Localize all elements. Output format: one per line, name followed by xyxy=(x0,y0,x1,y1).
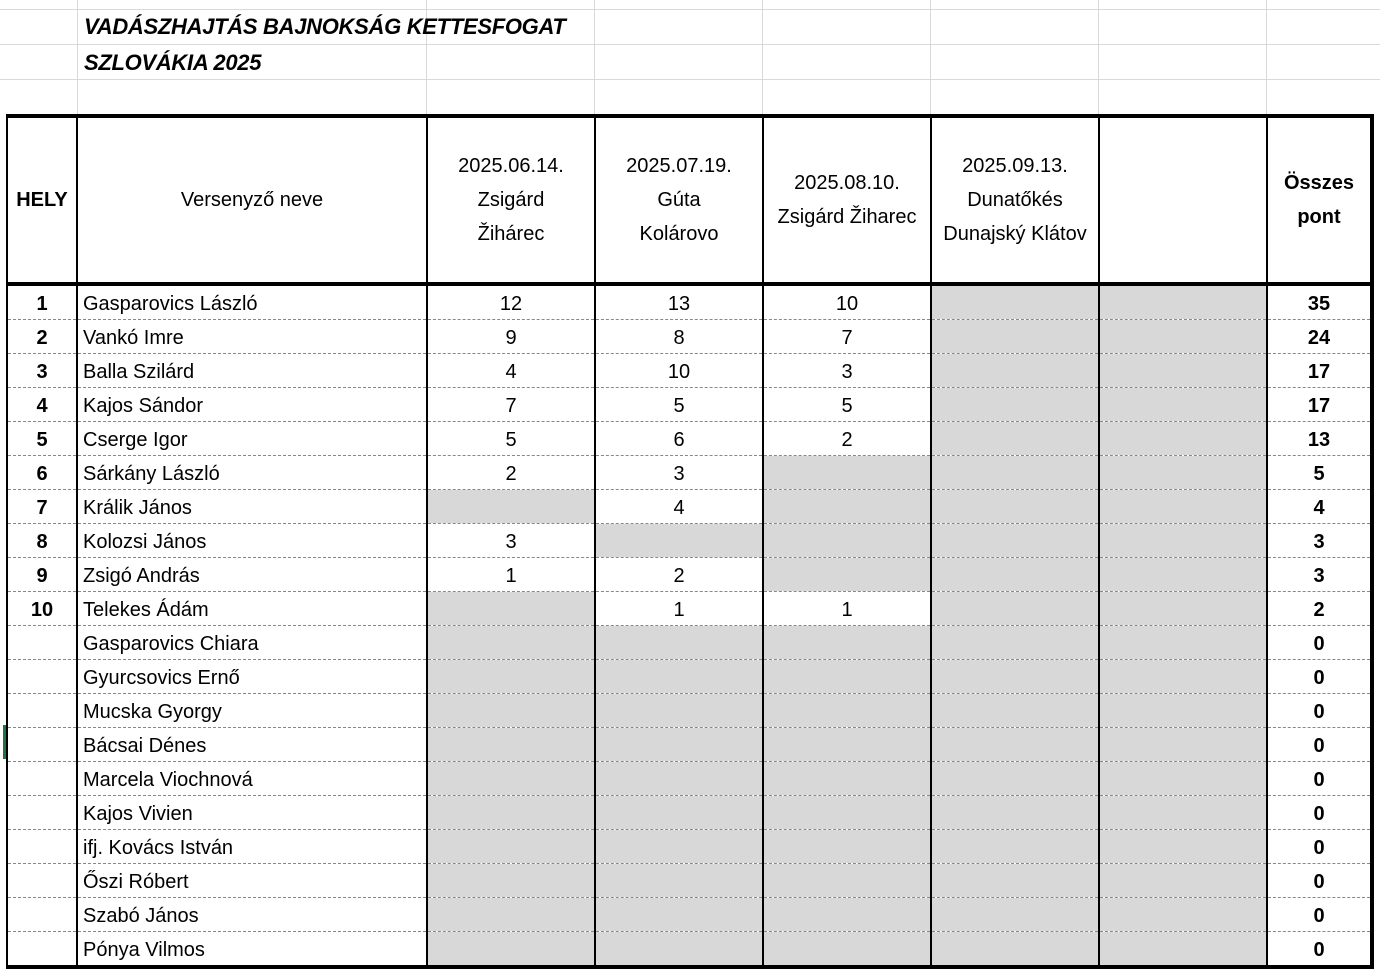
total-cell[interactable]: 0 xyxy=(1267,864,1372,898)
score-cell[interactable] xyxy=(931,490,1099,524)
name-cell[interactable]: Vankó Imre xyxy=(77,320,427,354)
score-cell[interactable] xyxy=(763,830,931,864)
header-event-line: Dunatőkés xyxy=(967,189,1063,211)
place-cell[interactable] xyxy=(7,728,77,762)
score-cell[interactable] xyxy=(1099,284,1267,320)
place-cell[interactable] xyxy=(7,762,77,796)
total-cell[interactable]: 3 xyxy=(1267,558,1372,592)
score-cell[interactable] xyxy=(1099,796,1267,830)
score-cell[interactable] xyxy=(595,660,763,694)
score-cell[interactable] xyxy=(931,592,1099,626)
name-cell[interactable]: Bácsai Dénes xyxy=(77,728,427,762)
table-row xyxy=(7,388,1372,422)
score-cell[interactable]: 5 xyxy=(763,388,931,422)
header-event-line: Zsigárd Žiharec xyxy=(777,206,917,228)
score-cell[interactable] xyxy=(427,796,595,830)
score-cell[interactable] xyxy=(1099,626,1267,660)
score-cell[interactable] xyxy=(595,898,763,932)
score-cell[interactable] xyxy=(595,728,763,762)
name-cell[interactable]: Kajos Sándor xyxy=(77,388,427,422)
total-cell[interactable]: 0 xyxy=(1267,626,1372,660)
score-cell[interactable] xyxy=(1099,864,1267,898)
score-cell[interactable]: 6 xyxy=(595,422,763,456)
table-row xyxy=(7,728,1372,762)
total-cell[interactable]: 35 xyxy=(1267,284,1372,320)
total-cell[interactable]: 2 xyxy=(1267,592,1372,626)
table-row xyxy=(7,898,1372,932)
table-row xyxy=(7,762,1372,796)
place-cell[interactable] xyxy=(7,932,77,968)
score-cell[interactable] xyxy=(427,864,595,898)
place-cell[interactable]: 1 xyxy=(7,284,77,320)
score-cell[interactable] xyxy=(1099,422,1267,456)
name-cell[interactable]: Mucska Gyorgy xyxy=(77,694,427,728)
header-event-5[interactable] xyxy=(1099,116,1267,284)
score-cell[interactable]: 1 xyxy=(427,558,595,592)
table-row xyxy=(7,354,1372,388)
header-event-3[interactable] xyxy=(763,116,931,284)
score-cell[interactable] xyxy=(763,524,931,558)
gridline xyxy=(1266,0,1267,114)
score-cell[interactable] xyxy=(1099,728,1267,762)
score-cell[interactable]: 1 xyxy=(763,592,931,626)
score-cell[interactable]: 2 xyxy=(595,558,763,592)
score-cell[interactable] xyxy=(595,864,763,898)
score-cell[interactable] xyxy=(595,762,763,796)
sheet-title[interactable]: VADÁSZHAJTÁS BAJNOKSÁG KETTESFOGAT xyxy=(84,14,566,39)
score-cell[interactable] xyxy=(763,456,931,490)
total-cell[interactable]: 13 xyxy=(1267,422,1372,456)
header-total-line: Összes xyxy=(1283,172,1355,194)
name-cell[interactable]: Szabó János xyxy=(77,898,427,932)
name-cell[interactable]: Sárkány László xyxy=(77,456,427,490)
score-cell[interactable]: 2 xyxy=(763,422,931,456)
score-cell[interactable] xyxy=(931,558,1099,592)
total-cell[interactable]: 0 xyxy=(1267,830,1372,864)
score-cell[interactable] xyxy=(763,932,931,968)
score-cell[interactable] xyxy=(427,762,595,796)
score-cell[interactable] xyxy=(1099,558,1267,592)
score-cell[interactable] xyxy=(931,830,1099,864)
score-cell[interactable] xyxy=(1099,320,1267,354)
score-cell[interactable] xyxy=(1099,660,1267,694)
score-cell[interactable] xyxy=(595,932,763,968)
score-cell[interactable]: 12 xyxy=(427,284,595,320)
score-cell[interactable] xyxy=(1099,354,1267,388)
place-cell[interactable]: 6 xyxy=(7,456,77,490)
score-cell[interactable] xyxy=(1099,388,1267,422)
name-cell[interactable]: Králik János xyxy=(77,490,427,524)
place-cell[interactable]: 3 xyxy=(7,354,77,388)
name-cell[interactable]: ifj. Kovács István xyxy=(77,830,427,864)
score-cell[interactable]: 4 xyxy=(595,490,763,524)
score-cell[interactable] xyxy=(931,864,1099,898)
score-cell[interactable]: 5 xyxy=(595,388,763,422)
score-cell[interactable] xyxy=(595,694,763,728)
score-cell[interactable] xyxy=(931,932,1099,968)
score-cell[interactable]: 7 xyxy=(763,320,931,354)
place-cell[interactable]: 5 xyxy=(7,422,77,456)
table-row xyxy=(7,830,1372,864)
score-cell[interactable] xyxy=(427,728,595,762)
score-cell[interactable]: 2 xyxy=(427,456,595,490)
score-cell[interactable]: 3 xyxy=(763,354,931,388)
score-cell[interactable] xyxy=(595,626,763,660)
score-cell[interactable] xyxy=(1099,830,1267,864)
table-row xyxy=(7,694,1372,728)
score-cell[interactable] xyxy=(1099,898,1267,932)
score-cell[interactable] xyxy=(1099,694,1267,728)
score-cell[interactable] xyxy=(763,626,931,660)
score-cell[interactable] xyxy=(763,558,931,592)
table-row xyxy=(7,320,1372,354)
score-cell[interactable] xyxy=(763,796,931,830)
gridline xyxy=(0,9,1380,10)
place-cell[interactable] xyxy=(7,830,77,864)
score-cell[interactable] xyxy=(931,422,1099,456)
place-cell[interactable]: 4 xyxy=(7,388,77,422)
score-cell[interactable] xyxy=(931,354,1099,388)
name-cell[interactable]: Gasparovics Chiara xyxy=(77,626,427,660)
score-cell[interactable] xyxy=(763,898,931,932)
score-cell[interactable] xyxy=(931,728,1099,762)
name-cell[interactable]: Őszi Róbert xyxy=(77,864,427,898)
place-cell[interactable]: 7 xyxy=(7,490,77,524)
table-row xyxy=(7,660,1372,694)
total-cell[interactable]: 4 xyxy=(1267,490,1372,524)
place-cell[interactable] xyxy=(7,626,77,660)
total-cell[interactable]: 0 xyxy=(1267,932,1372,968)
score-cell[interactable] xyxy=(931,320,1099,354)
header-event-line: 2025.06.14. xyxy=(458,155,564,177)
gridline xyxy=(0,79,1380,80)
score-cell[interactable] xyxy=(595,830,763,864)
header-event-1[interactable] xyxy=(427,116,595,284)
place-cell[interactable] xyxy=(7,864,77,898)
total-cell[interactable]: 0 xyxy=(1267,694,1372,728)
name-cell[interactable]: Cserge Igor xyxy=(77,422,427,456)
place-cell[interactable] xyxy=(7,660,77,694)
gridline xyxy=(930,0,931,114)
header-event-line: 2025.08.10. xyxy=(794,172,900,194)
table-row xyxy=(7,284,1372,320)
header-event-line: Kolárovo xyxy=(639,223,719,245)
score-cell[interactable] xyxy=(763,762,931,796)
header-place[interactable]: HELY xyxy=(7,116,77,284)
table-row xyxy=(7,796,1372,830)
total-cell[interactable]: 24 xyxy=(1267,320,1372,354)
gridline xyxy=(594,0,595,114)
header-event-line: Žihárec xyxy=(477,223,545,245)
name-cell[interactable]: Gyurcsovics Ernő xyxy=(77,660,427,694)
name-cell[interactable]: Marcela Viochnová xyxy=(77,762,427,796)
score-cell[interactable]: 10 xyxy=(763,284,931,320)
place-cell[interactable] xyxy=(7,796,77,830)
score-cell[interactable] xyxy=(931,898,1099,932)
header-name[interactable]: Versenyző neve xyxy=(77,116,427,284)
total-cell[interactable]: 0 xyxy=(1267,660,1372,694)
score-cell[interactable] xyxy=(763,660,931,694)
table-row xyxy=(7,626,1372,660)
table-row xyxy=(7,456,1372,490)
name-cell[interactable]: Kajos Vivien xyxy=(77,796,427,830)
gridline xyxy=(762,0,763,114)
score-cell[interactable]: 3 xyxy=(427,524,595,558)
score-cell[interactable] xyxy=(931,524,1099,558)
score-cell[interactable] xyxy=(931,762,1099,796)
total-cell[interactable]: 0 xyxy=(1267,898,1372,932)
total-cell[interactable]: 3 xyxy=(1267,524,1372,558)
score-cell[interactable] xyxy=(763,864,931,898)
place-cell[interactable]: 9 xyxy=(7,558,77,592)
score-cell[interactable]: 4 xyxy=(427,354,595,388)
score-cell[interactable]: 7 xyxy=(427,388,595,422)
score-cell[interactable] xyxy=(1099,762,1267,796)
score-cell[interactable]: 13 xyxy=(595,284,763,320)
score-cell[interactable] xyxy=(931,388,1099,422)
name-cell[interactable]: Pónya Vilmos xyxy=(77,932,427,968)
score-cell[interactable] xyxy=(427,592,595,626)
score-cell[interactable] xyxy=(931,694,1099,728)
score-cell[interactable] xyxy=(763,694,931,728)
score-cell[interactable] xyxy=(427,660,595,694)
score-cell[interactable] xyxy=(595,524,763,558)
score-cell[interactable]: 1 xyxy=(595,592,763,626)
header-event-line: Zsigárd xyxy=(477,189,545,211)
score-cell[interactable] xyxy=(931,796,1099,830)
total-cell[interactable]: 0 xyxy=(1267,762,1372,796)
table-row xyxy=(7,932,1372,968)
gridline xyxy=(1098,0,1099,114)
name-cell[interactable]: Zsigó András xyxy=(77,558,427,592)
score-cell[interactable] xyxy=(427,694,595,728)
table-row xyxy=(7,558,1372,592)
header-event-line: Dunajský Klátov xyxy=(943,223,1087,245)
place-cell[interactable]: 10 xyxy=(7,592,77,626)
name-cell[interactable]: Telekes Ádám xyxy=(77,592,427,626)
score-cell[interactable] xyxy=(1099,592,1267,626)
header-row xyxy=(7,116,1372,284)
header-event-4[interactable] xyxy=(931,116,1099,284)
score-cell[interactable]: 8 xyxy=(595,320,763,354)
header-total-line: pont xyxy=(1297,206,1341,228)
score-cell[interactable] xyxy=(1099,524,1267,558)
header-event-2[interactable] xyxy=(595,116,763,284)
place-cell[interactable] xyxy=(7,898,77,932)
score-cell[interactable] xyxy=(595,796,763,830)
name-cell[interactable]: Kolozsi János xyxy=(77,524,427,558)
header-event-line: Gúta xyxy=(657,189,701,211)
score-cell[interactable] xyxy=(931,660,1099,694)
gridline xyxy=(77,0,78,114)
total-cell[interactable]: 5 xyxy=(1267,456,1372,490)
score-cell[interactable] xyxy=(1099,932,1267,968)
table-row xyxy=(7,490,1372,524)
score-cell[interactable]: 10 xyxy=(595,354,763,388)
gridline xyxy=(0,44,1380,45)
score-cell[interactable]: 9 xyxy=(427,320,595,354)
score-cell[interactable] xyxy=(931,626,1099,660)
place-cell[interactable]: 2 xyxy=(7,320,77,354)
score-cell[interactable]: 3 xyxy=(595,456,763,490)
sheet-subtitle[interactable]: SZLOVÁKIA 2025 xyxy=(84,50,262,75)
total-cell[interactable]: 17 xyxy=(1267,388,1372,422)
header-event-line: 2025.07.19. xyxy=(626,155,732,177)
total-cell[interactable]: 0 xyxy=(1267,728,1372,762)
name-cell[interactable]: Balla Szilárd xyxy=(77,354,427,388)
score-cell[interactable] xyxy=(427,830,595,864)
table-row xyxy=(7,864,1372,898)
table-row xyxy=(7,592,1372,626)
place-cell[interactable] xyxy=(7,694,77,728)
score-cell[interactable] xyxy=(427,932,595,968)
total-cell[interactable]: 0 xyxy=(1267,796,1372,830)
score-cell[interactable]: 5 xyxy=(427,422,595,456)
score-cell[interactable] xyxy=(1099,456,1267,490)
header-event-line: 2025.09.13. xyxy=(962,155,1068,177)
score-cell[interactable] xyxy=(763,728,931,762)
results-table xyxy=(6,114,1374,969)
score-cell[interactable] xyxy=(1099,490,1267,524)
header-total[interactable] xyxy=(1267,116,1372,284)
score-cell[interactable] xyxy=(427,626,595,660)
score-cell[interactable] xyxy=(931,456,1099,490)
score-cell[interactable] xyxy=(763,490,931,524)
score-cell[interactable] xyxy=(931,284,1099,320)
place-cell[interactable]: 8 xyxy=(7,524,77,558)
score-cell[interactable] xyxy=(427,898,595,932)
name-cell[interactable]: Gasparovics László xyxy=(77,284,427,320)
score-cell[interactable] xyxy=(427,490,595,524)
table-row xyxy=(7,422,1372,456)
total-cell[interactable]: 17 xyxy=(1267,354,1372,388)
table-row xyxy=(7,524,1372,558)
